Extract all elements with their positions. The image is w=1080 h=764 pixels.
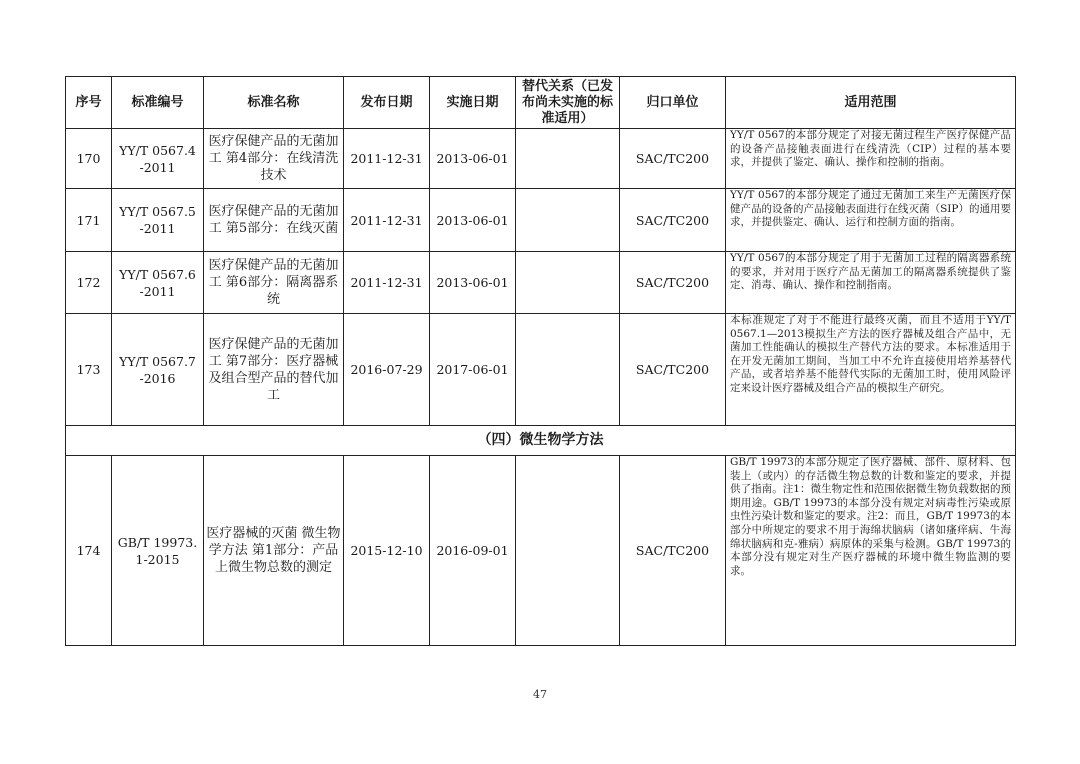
header-name: 标准名称 xyxy=(204,77,344,129)
cell-org: SAC/TC200 xyxy=(620,189,726,252)
cell-replace xyxy=(516,129,620,189)
cell-name: 医疗保健产品的无菌加工 第4部分：在线清洗技术 xyxy=(204,129,344,189)
cell-name: 医疗保健产品的无菌加工 第6部分：隔离器系统 xyxy=(204,252,344,314)
cell-seq: 171 xyxy=(66,189,112,252)
cell-scope: GB/T 19973的本部分规定了医疗器械、部件、原材料、包装上（或内）的存活微生物总数的计数和鉴定的要求，并提供了指南。注1：微生物定性和范围依据微生物负载数据的预期用途。GB/T 19973的本部分没有规定对病毒性污染或原虫性污染计数和鉴定的要求。注2：而且，GB/T 19973的本部分中所规定的要求不用于海绵状脑病（诸如瘙痒病、牛海绵状脑病和克-雅病）病原体的采集与检测。GB/T 19973的本部分没有规定对生产医疗器械的环境中微生物监测的要求。 xyxy=(726,456,1016,646)
cell-seq: 174 xyxy=(66,456,112,646)
cell-org: SAC/TC200 xyxy=(620,314,726,426)
cell-implement-date: 2017-06-01 xyxy=(430,314,516,426)
cell-publish-date: 2011-12-31 xyxy=(344,189,430,252)
table-row xyxy=(66,456,1016,646)
cell-org: SAC/TC200 xyxy=(620,252,726,314)
header-org: 归口单位 xyxy=(620,77,726,129)
header-publish-date: 发布日期 xyxy=(344,77,430,129)
table-row xyxy=(66,189,1016,252)
cell-scope: YY/T 0567的本部分规定了对接无菌过程生产医疗保健产品的设备产品接触表面进行在线清洗（CIP）过程的基本要求，并提供了鉴定、确认、操作和控制的指南。 xyxy=(726,129,1016,189)
section-title: （四）微生物学方法 xyxy=(66,426,1016,456)
header-replace: 替代关系（已发布尚未实施的标准适用） xyxy=(516,77,620,129)
cell-seq: 170 xyxy=(66,129,112,189)
cell-scope: YY/T 0567的本部分规定了用于无菌加工过程的隔离器系统的要求，并对用于医疗产品无菌加工的隔离器系统提供了鉴定、消毒、确认、操作和控制指南。 xyxy=(726,252,1016,314)
section-row xyxy=(66,426,1016,456)
cell-seq: 172 xyxy=(66,252,112,314)
table-row xyxy=(66,252,1016,314)
table-header-row xyxy=(66,77,1016,129)
cell-implement-date: 2016-09-01 xyxy=(430,456,516,646)
cell-scope: 本标准规定了对于不能进行最终灭菌，而且不适用于YY/T 0567.1—2013模拟生产方法的医疗器械及组合产品中，无菌加工性能确认的模拟生产替代方法的要求。本标准适用于在开发无菌加工期间，当加工中不允许直接使用培养基替代产品，或者培养基不能替代实际的无菌加工时，使用风险评定来设计医疗器械及组合产品的模拟生产研究。 xyxy=(726,314,1016,426)
cell-name: 医疗保健产品的无菌加工 第7部分：医疗器械及组合型产品的替代加工 xyxy=(204,314,344,426)
cell-publish-date: 2016-07-29 xyxy=(344,314,430,426)
cell-publish-date: 2011-12-31 xyxy=(344,129,430,189)
cell-implement-date: 2013-06-01 xyxy=(430,189,516,252)
cell-implement-date: 2013-06-01 xyxy=(430,129,516,189)
table-row xyxy=(66,314,1016,426)
cell-replace xyxy=(516,252,620,314)
standards-table xyxy=(65,76,1016,646)
cell-std-no: YY/T 0567.5 -2011 xyxy=(112,189,204,252)
cell-seq: 173 xyxy=(66,314,112,426)
cell-std-no: YY/T 0567.4 -2011 xyxy=(112,129,204,189)
header-scope: 适用范围 xyxy=(726,77,1016,129)
cell-replace xyxy=(516,189,620,252)
cell-org: SAC/TC200 xyxy=(620,129,726,189)
cell-scope: YY/T 0567的本部分规定了通过无菌加工来生产无菌医疗保健产品的设备的产品接触表面进行在线灭菌（SIP）的通用要求，并提供鉴定、确认、运行和控制方面的指南。 xyxy=(726,189,1016,252)
cell-implement-date: 2013-06-01 xyxy=(430,252,516,314)
header-std-no: 标准编号 xyxy=(112,77,204,129)
cell-publish-date: 2015-12-10 xyxy=(344,456,430,646)
header-implement-date: 实施日期 xyxy=(430,77,516,129)
cell-publish-date: 2011-12-31 xyxy=(344,252,430,314)
cell-std-no: YY/T 0567.7 -2016 xyxy=(112,314,204,426)
cell-replace xyxy=(516,314,620,426)
header-seq: 序号 xyxy=(66,77,112,129)
cell-std-no: GB/T 19973. 1-2015 xyxy=(112,456,204,646)
page-number: 47 xyxy=(533,688,547,701)
cell-name: 医疗保健产品的无菌加工 第5部分：在线灭菌 xyxy=(204,189,344,252)
cell-std-no: YY/T 0567.6 -2011 xyxy=(112,252,204,314)
cell-replace xyxy=(516,456,620,646)
table-row xyxy=(66,129,1016,189)
cell-org: SAC/TC200 xyxy=(620,456,726,646)
cell-name: 医疗器械的灭菌 微生物学方法 第1部分：产品上微生物总数的测定 xyxy=(204,456,344,646)
